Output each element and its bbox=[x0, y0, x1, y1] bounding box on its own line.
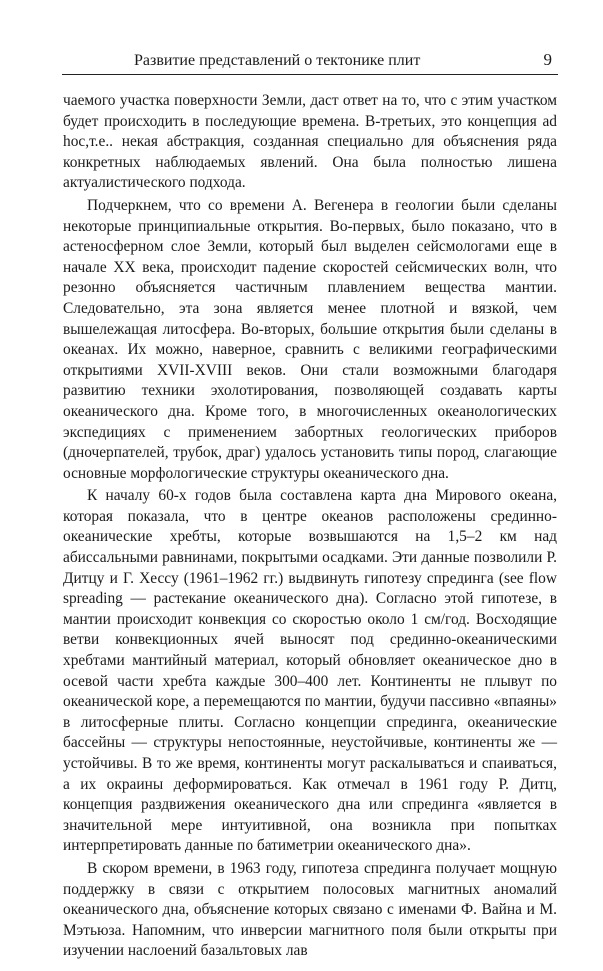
page-number: 9 bbox=[543, 50, 552, 69]
paragraph: Подчеркнем, что со времени А. Вегенера в геологии были сделаны некоторые принципиальные открытия. Во-первых, было показано, что в астеносферном слое Земли, который был выделен сейсмологами еще в начале XX века, происходит падение скоростей сейсмических волн, что резонно объясняется частичным плавлением вещества мантии. Следовательно, эта зона является менее плотной и вязкой, чем вышележащая литосфера. Во-вторых, большие открытия были сделаны в океанах. Их можно, наверное, сравнить с великими географическими открытиями XVII-XVIII веков. Они стали возможными благодаря развитию техники эхолотирования, позволяющей создавать карты океанического дна. Кроме того, в многочисленных океанологических экспедициях с применением забортных геологических приборов (дночерпателей, трубок, драг) удалось установить типы пород, слагающие основные морфологические структуры океанического дна. bbox=[63, 196, 557, 482]
paragraph-continued: чаемого участка поверхности Земли, даст ответ на то, что с этим участком будет происходить в последующие времена. В-третьих, это концепция ad hoc,т.е.. некая абстракция, созданная специально для объяснения ряда конкретных наблюдаемых явлений. Она была полностью лишена актуалистического подхода. bbox=[63, 92, 557, 192]
running-header bbox=[62, 50, 558, 75]
running-title: Развитие представлений о тектонике плит bbox=[134, 52, 421, 69]
paragraph: К началу 60-х годов была составлена карта дна Мирового океана, которая показала, что в центре океанов расположены срединно-океанические хребты, которые возвышаются на 1,5–2 км над абиссальными равнинами, покрытыми осадками. Эти данные позволили Р. Дитцу и Г. Хессу (1961–1962 гг.) выдвинуть гипотезу спрединга (see flow spreading — растекание океанического дна). Согласно этой гипотезе, в мантии происходит конвекция со скоростью около 1 см/год. Восходящие ветви конвекционных ячей выносят под срединно-океаническими хребтами мантийный материал, который обновляет океаническое дно в осевой части хребта каждые 300–400 лет. Континенты не плывут по океанической коре, а перемещаются по мантии, будучи пассивно «впаяны» в литосферные плиты. Согласно концепции спрединга, океанические бассейны — структуры непостоянные, неустойчивые, континенты же — устойчивы. В то же время, континенты могут раскалываться и спаиваться, а их окраины деформироваться. Как отмечал в 1961 году Р. Дитц, концепция раздвижения океанического дна или спрединга «является в значительной мере интуитивной, она возникла при попытках интерпретировать данные по батиметрии океанического дна». bbox=[63, 487, 557, 855]
paragraph: В скором времени, в 1963 году, гипотеза спрединга получает мощную поддержку в связи с открытием полосовых магнитных аномалий океанического дна, объяснение которых связано с именами Ф. Вайна и М. Мэтьюза. Напомним, что инверсии магнитного поля были открыты при изучении наслоений базальтовых лав bbox=[63, 859, 557, 960]
page-body bbox=[63, 91, 557, 962]
